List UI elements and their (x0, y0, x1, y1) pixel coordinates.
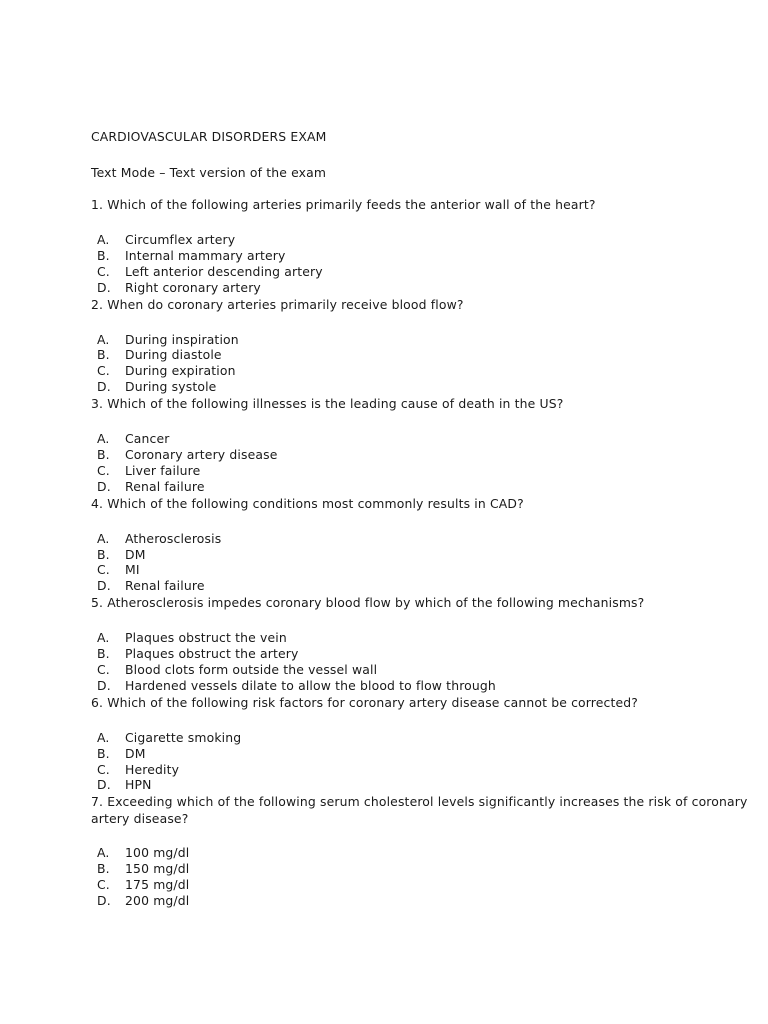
option-letter: D. (97, 478, 111, 494)
option-text: Right coronary artery (125, 279, 261, 295)
option-text: Cigarette smoking (125, 729, 242, 745)
option-list (91, 845, 751, 909)
option-b (91, 447, 751, 463)
option-text: During inspiration (125, 331, 239, 347)
option-list (91, 630, 751, 694)
option-letter: C. (97, 462, 110, 478)
option-letter: A. (97, 530, 110, 546)
question-text: 5. Atherosclerosis impedes coronary blood flow by which of the following mechanisms? (91, 595, 645, 611)
question-text: 2. When do coronary arteries primarily receive blood flow? (91, 296, 464, 312)
option-text: MI (125, 562, 140, 578)
option-text: Coronary artery disease (125, 447, 278, 463)
option-letter: B. (97, 347, 110, 363)
option-list (91, 730, 751, 794)
option-letter: C. (97, 761, 110, 777)
option-a (91, 630, 751, 646)
option-letter: C. (97, 562, 110, 578)
option-text: Left anterior descending artery (125, 263, 323, 279)
option-text: During diastole (125, 347, 222, 363)
option-a (91, 531, 751, 547)
option-letter: D. (97, 677, 111, 693)
question-7 (91, 793, 751, 909)
option-letter: B. (97, 745, 110, 761)
question-text: 4. Which of the following conditions most commonly results in CAD? (91, 495, 524, 511)
option-d (91, 678, 751, 694)
option-letter: D. (97, 777, 111, 793)
page-subtitle: Text Mode – Text version of the exam (91, 165, 327, 180)
option-c (91, 877, 751, 893)
option-list (91, 431, 751, 495)
option-letter: C. (97, 363, 110, 379)
option-text: Renal failure (125, 578, 205, 594)
option-text: 200 mg/dl (125, 893, 190, 909)
question-1 (91, 196, 751, 296)
option-letter: D. (97, 379, 111, 395)
option-letter: B. (97, 247, 110, 263)
page-title: CARDIOVASCULAR DISORDERS EXAM (91, 129, 327, 144)
question-text: 3. Which of the following illnesses is the leading cause of death in the US? (91, 396, 564, 412)
option-letter: D. (97, 893, 111, 909)
option-list (91, 232, 751, 296)
question-2 (91, 296, 751, 396)
option-d (91, 280, 751, 296)
option-letter: A. (97, 630, 110, 646)
option-c (91, 363, 751, 379)
option-c (91, 762, 751, 778)
option-text: Liver failure (125, 462, 201, 478)
option-b (91, 547, 751, 563)
option-text: During expiration (125, 363, 236, 379)
question-5 (91, 594, 751, 694)
question-text: 1. Which of the following arteries primarily feeds the anterior wall of the heart? (91, 197, 596, 212)
option-a (91, 730, 751, 746)
option-letter: C. (97, 263, 110, 279)
option-a (91, 431, 751, 447)
option-text: Cancer (125, 431, 170, 447)
option-d (91, 893, 751, 909)
option-c (91, 662, 751, 678)
question-text: 6. Which of the following risk factors for coronary artery disease cannot be corrected? (91, 694, 639, 710)
option-letter: A. (97, 845, 110, 861)
option-b (91, 861, 751, 877)
option-d (91, 379, 751, 395)
option-text: Blood clots form outside the vessel wall (125, 662, 378, 678)
option-letter: D. (97, 279, 111, 295)
option-b (91, 347, 751, 363)
option-letter: A. (97, 331, 110, 347)
question-text: 7. Exceeding which of the following serum cholesterol levels significantly increases the risk of coronary artery disease? (91, 794, 748, 827)
option-text: Internal mammary artery (125, 247, 286, 263)
option-letter: A. (97, 232, 110, 247)
option-d (91, 578, 751, 594)
option-a (91, 845, 751, 861)
option-c (91, 264, 751, 280)
option-text: Renal failure (125, 478, 205, 494)
option-c (91, 463, 751, 479)
option-letter: A. (97, 729, 110, 745)
option-letter: C. (97, 662, 110, 678)
option-letter: D. (97, 578, 111, 594)
question-6 (91, 694, 751, 794)
option-text: DM (125, 745, 146, 761)
option-list (91, 531, 751, 595)
option-text: Plaques obstruct the vein (125, 630, 287, 646)
option-letter: B. (97, 447, 110, 463)
question-3 (91, 395, 751, 495)
option-letter: B. (97, 546, 110, 562)
option-c (91, 562, 751, 578)
option-letter: C. (97, 877, 110, 893)
option-text: 175 mg/dl (125, 877, 190, 893)
option-text: 100 mg/dl (125, 845, 190, 861)
option-b (91, 646, 751, 662)
option-b (91, 746, 751, 762)
option-d (91, 479, 751, 495)
option-text: HPN (125, 777, 152, 793)
option-text: During systole (125, 379, 217, 395)
option-text: Hardened vessels dilate to allow the blood to flow through (125, 677, 496, 693)
option-text: Heredity (125, 761, 180, 777)
option-letter: B. (97, 646, 110, 662)
option-list (91, 332, 751, 396)
option-text: Plaques obstruct the artery (125, 646, 299, 662)
option-text: DM (125, 546, 146, 562)
option-text: Circumflex artery (125, 232, 236, 247)
option-letter: B. (97, 861, 110, 877)
option-a (91, 232, 751, 248)
option-letter: A. (97, 431, 110, 447)
question-4 (91, 495, 751, 595)
option-a (91, 332, 751, 348)
option-text: 150 mg/dl (125, 861, 190, 877)
option-text: Atherosclerosis (125, 530, 222, 546)
question-list (91, 196, 751, 909)
option-b (91, 248, 751, 264)
option-d (91, 777, 751, 793)
